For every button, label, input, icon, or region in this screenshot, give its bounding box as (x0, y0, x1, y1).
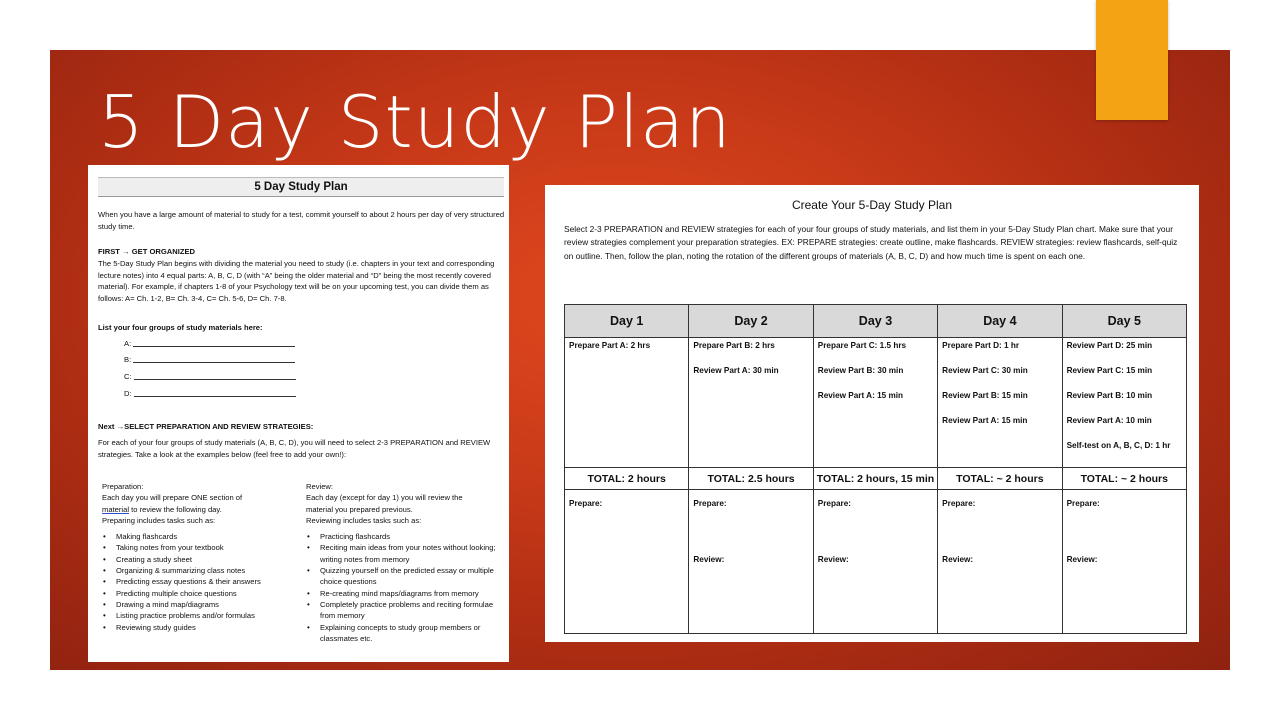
day-4-plan (938, 338, 1062, 468)
prepare-label: Prepare: (1066, 499, 1100, 508)
review-desc-2: material you prepared previous. (306, 504, 413, 514)
material-word: material (102, 504, 130, 514)
group-a-line[interactable] (133, 346, 295, 347)
left-document (88, 165, 509, 662)
list-item: • Creating a study sheet (102, 554, 297, 565)
accent-tab (1096, 0, 1168, 120)
plan-entry: Prepare Part C: 1.5 hrs (817, 341, 907, 350)
list-item: • Drawing a mind map/diagrams (102, 599, 297, 610)
totals-row (565, 468, 1187, 490)
preparation-desc-2-rest: to review the following day. (129, 504, 222, 514)
review-desc-3: Reviewing includes tasks such as: (306, 515, 422, 525)
left-doc-intro: When you have a large amount of material to study for a test, commit yourself to about 2 hours per day of very structured study time. (98, 210, 505, 231)
list-item: • Predicting essay questions & their answers (102, 576, 297, 587)
first-text: The 5-Day Study Plan begins with dividing the material you need to study (i.e. chapters in your text and corresponding lecture notes) into 4 equal parts: A, B, C, D (with “A” being the older material and “D” being the most recently covered material). For example, if chapters 1-8 of your Psychology text will be on your upcoming test, you can divide them as follows: A= Ch. 1-2, B= Ch. 3-4, C= Ch. 5-6, D= Ch. 7-8. (98, 259, 495, 303)
preparation-heading: Preparation: (102, 482, 144, 491)
day-3-total: TOTAL: 2 hours, 15 min (813, 468, 937, 490)
day-2-blank[interactable] (689, 490, 813, 634)
list-item: • Making flashcards (102, 531, 297, 542)
day-5-header: Day 5 (1062, 305, 1186, 338)
preparation-desc-1: Each day you will prepare ONE section of (102, 493, 243, 503)
review-label: Review: (693, 555, 725, 564)
group-a-row (124, 339, 314, 348)
preparation-column (102, 481, 297, 633)
first-heading: FIRST → GET ORGANIZED (98, 247, 196, 256)
review-heading: Review: (306, 482, 334, 491)
day-5-blank[interactable] (1062, 490, 1186, 634)
group-label: A: (124, 339, 132, 348)
group-label: D: (124, 389, 132, 398)
group-c-row (124, 372, 314, 381)
list-item: • Reviewing study guides (102, 622, 297, 633)
table-header-row (565, 305, 1187, 338)
day-1-blank[interactable] (565, 490, 689, 634)
day-3-header: Day 3 (813, 305, 937, 338)
day-2-header: Day 2 (689, 305, 813, 338)
prepare-label: Prepare: (569, 499, 603, 508)
plan-entry: Review Part D: 25 min (1066, 341, 1153, 350)
day-1-header: Day 1 (565, 305, 689, 338)
left-doc-title: 5 Day Study Plan (98, 177, 504, 197)
plan-entry: Review Part B: 30 min (817, 366, 904, 375)
right-doc-title: Create Your 5-Day Study Plan (791, 198, 953, 212)
list-item: • Quizzing yourself on the predicted essay or multiple choice questions (306, 565, 502, 588)
day-3-plan (813, 338, 937, 468)
group-d-line[interactable] (134, 396, 296, 397)
list-item: • Completely practice problems and reciting formulae from memory (306, 599, 502, 622)
preparation-list (102, 531, 297, 633)
day-1-total: TOTAL: 2 hours (565, 468, 689, 490)
day-3-blank[interactable] (813, 490, 937, 634)
right-document (545, 185, 1199, 642)
day-4-total: TOTAL: ~ 2 hours (938, 468, 1062, 490)
prepare-label: Prepare: (942, 499, 976, 508)
prepare-label: Prepare: (817, 499, 852, 508)
list-item: • Re-creating mind maps/diagrams from memory (306, 588, 502, 599)
study-plan-table (564, 304, 1187, 634)
plan-entry: Review Part C: 30 min (942, 366, 1028, 375)
list-item: • Practicing flashcards (306, 531, 502, 542)
plan-entry: Review Part A: 15 min (817, 391, 904, 400)
blank-plan-row (565, 490, 1187, 634)
group-d-row (124, 389, 314, 398)
list-item: • Taking notes from your textbook (102, 542, 297, 553)
plan-entry: Review Part C: 15 min (1066, 366, 1153, 375)
list-item: • Reciting main ideas from your notes without looking; writing notes from memory (306, 542, 502, 565)
plan-entry: Self-test on A, B, C, D: 1 hr (1066, 441, 1171, 450)
review-list (306, 531, 502, 644)
group-label: C: (124, 372, 132, 381)
plan-entry: Prepare Part D: 1 hr (942, 341, 1020, 350)
next-text: For each of your four groups of study materials (A, B, C, D), you will need to select 2-3 PREPARATION and REVIEW strategies. Take a look at the examples below (feel free to add your own!): (98, 438, 491, 459)
day-2-plan (689, 338, 813, 468)
review-label: Review: (817, 555, 849, 564)
prepare-label: Prepare: (693, 499, 727, 508)
plan-entry: Review Part A: 10 min (1066, 416, 1152, 425)
plan-entry: Prepare Part B: 2 hrs (693, 341, 775, 350)
list-item: • Listing practice problems and/or formulas (102, 610, 297, 621)
day-1-plan (565, 338, 689, 468)
list-item: • Predicting multiple choice questions (102, 588, 297, 599)
plan-entry: Prepare Part A: 2 hrs (569, 341, 651, 350)
day-4-header: Day 4 (938, 305, 1062, 338)
review-label: Review: (1066, 555, 1098, 564)
list-heading: List your four groups of study materials here: (98, 323, 263, 332)
plan-entry: Review Part A: 15 min (942, 416, 1028, 425)
group-b-row (124, 355, 314, 364)
right-doc-instructions: Select 2-3 PREPARATION and REVIEW strategies for each of your four groups of study materials, and list them in your 5-Day Study Plan chart. Make sure that your review strategies complement your preparation strategies. EX: PREPARE strategies: create outline, make flashcards. REVIEW strategies: review flashcards, self-quiz on outline. Then, follow the plan, noting the rotation of the different groups of materials (A, B, C, D) and how much time is spent on each one. (564, 224, 1178, 261)
plan-entry: Review Part B: 10 min (1066, 391, 1153, 400)
plan-entry: Review Part A: 30 min (693, 366, 779, 375)
preparation-desc-2 (102, 504, 297, 515)
day-4-blank[interactable] (938, 490, 1062, 634)
preparation-desc-3: Preparing includes tasks such as: (102, 515, 216, 525)
day-2-total: TOTAL: 2.5 hours (689, 468, 813, 490)
review-column (306, 481, 502, 644)
day-5-total: TOTAL: ~ 2 hours (1062, 468, 1186, 490)
group-b-line[interactable] (133, 362, 295, 363)
group-c-line[interactable] (134, 379, 296, 380)
day-5-plan (1062, 338, 1186, 468)
plan-entry: Review Part B: 15 min (942, 391, 1028, 400)
table-row (565, 338, 1187, 468)
list-item: • Organizing & summarizing class notes (102, 565, 297, 576)
review-desc-1: Each day (except for day 1) you will review the (306, 493, 463, 503)
next-heading: Next →SELECT PREPARATION AND REVIEW STRATEGIES: (98, 422, 314, 431)
review-label: Review: (942, 555, 974, 564)
slide-title: 5 Day Study Plan (98, 80, 732, 164)
group-label: B: (124, 355, 132, 364)
list-item: • Explaining concepts to study group members or classmates etc. (306, 622, 502, 645)
